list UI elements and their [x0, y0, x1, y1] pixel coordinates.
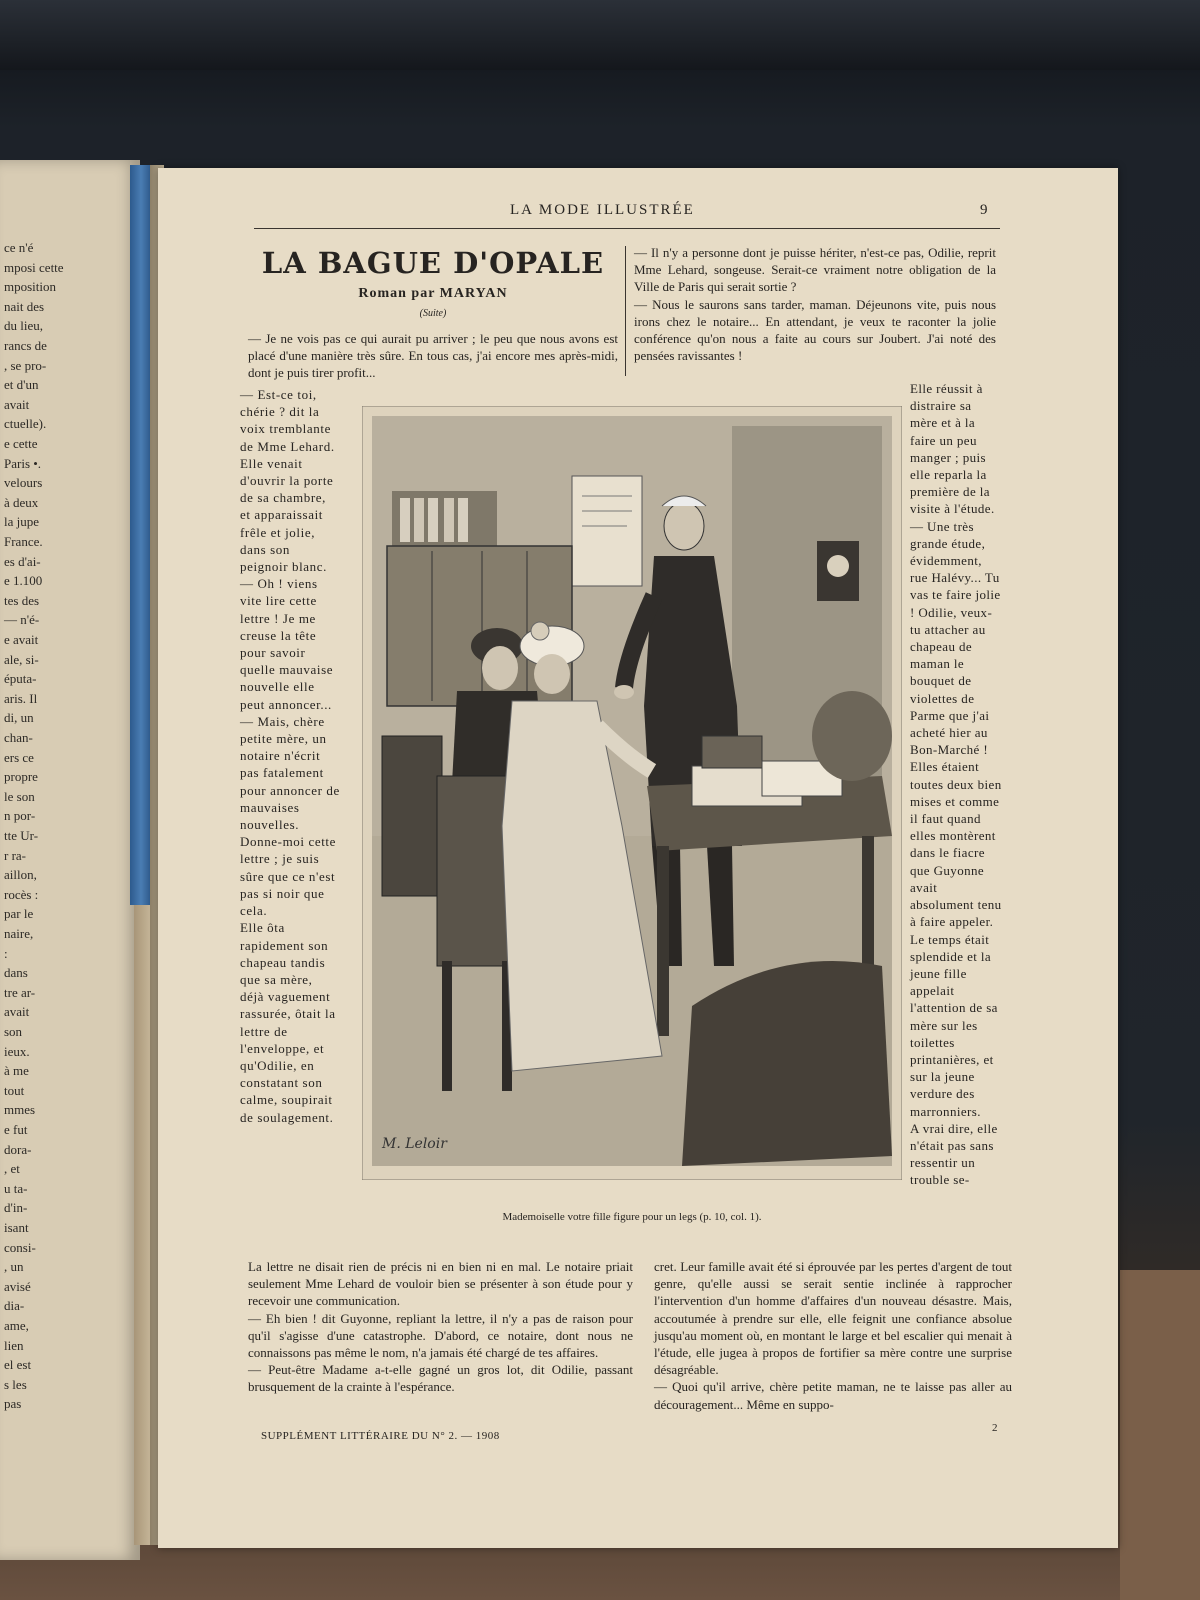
paragraph: — Une très grande étude, évidemment, rue Halévy... Tu vas te faire jolie ! Odilie, veux-tu attacher au chapeau de maman le bouquet de violettes de Parme que j'ai acheté hier au Bon-Marché !	[910, 518, 1001, 758]
paragraph: — Oh ! viens vite lire cette lettre ! Je me creuse la tête pour savoir quelle mauvaise nouvelle elle peut annoncer...	[240, 576, 334, 712]
paragraph: — Quoi qu'il arrive, chère petite maman, ne te laisse pas aller au découragement... Même en suppo-	[654, 1379, 1012, 1412]
left-page-fragment: s les	[4, 1376, 27, 1392]
left-page-fragment: propre	[4, 769, 38, 785]
left-page-fragment: France.	[4, 534, 43, 549]
left-page-fragment: dia-	[4, 1298, 25, 1314]
left-page-fragment: avait	[4, 396, 30, 412]
paragraph: Elle venait d'ouvrir la porte de sa chambre, et apparaissait frêle et jolie, dans son peignoir blanc.	[240, 455, 334, 575]
paragraph: Elle ôta rapidement son chapeau tandis que sa mère, déjà vaguement rassurée, ôtait la lettre de l'enveloppe, et qu'Odilie, en constatant son calme, soupirait de soulagement.	[240, 920, 336, 1125]
paragraph: — Eh bien ! dit Guyonne, repliant la lettre, il n'y a pas de raison pour qu'il s'agisse d'une catastrophe. D'abord, ce notaire, dont nous ne connaissons pas même le nom, n'a jamais été chargé de tes affaires.	[248, 1310, 633, 1361]
left-page-fragment: n por-	[4, 808, 36, 824]
left-page-fragment: el est	[4, 1357, 32, 1373]
magazine-title: LA MODE ILLUSTRÉE	[510, 202, 695, 218]
paragraph: Elles étaient toutes deux bien mises et comme il faut quand elles montèrent dans le fiacre que Guyonne avait absolument tenu à faire appeler. Le temps était splendide et la jeune fille appelait l'attention de sa mère sur les toilettes printanières, et sur la jeune verdure des marronniers.	[910, 759, 1002, 1119]
left-narrow-column	[240, 386, 340, 1126]
column-1-top	[248, 330, 618, 382]
left-page-fragment: e avait	[4, 632, 39, 647]
right-narrow-column	[910, 380, 1002, 1189]
left-page-fragment: mposi cette	[4, 259, 64, 275]
left-page-fragment: nait des	[4, 298, 45, 314]
left-page-fragment: r ra-	[4, 847, 27, 863]
left-page-fragment: ctuelle).	[4, 416, 47, 432]
left-page-fragment: par le	[4, 906, 34, 922]
left-page-fragment: du lieu,	[4, 318, 43, 334]
paragraph: La lettre ne disait rien de précis ni en bien ni en mal. Le notaire priait seulement Mme Lehard de vouloir bien se présenter à son étude pour y recevoir une communication.	[248, 1259, 633, 1309]
left-page-fragment: tes des	[4, 592, 40, 608]
left-page-fragment: tout	[4, 1082, 25, 1098]
wood-floor	[1120, 1270, 1200, 1600]
left-page-fragment: Paris •.	[4, 455, 42, 471]
left-page-fragment: , un	[4, 1259, 24, 1275]
left-page-fragment: la jupe	[4, 514, 40, 530]
left-page-fragment: le son	[4, 788, 35, 804]
column-2-top	[634, 244, 996, 364]
left-page-fragment: avisé	[4, 1278, 31, 1294]
left-page-fragment: avait	[4, 1004, 30, 1020]
bottom-right-column	[654, 1258, 1012, 1413]
left-page-fragment: ce n'é	[4, 240, 34, 255]
left-page-fragment: , et	[4, 1161, 20, 1177]
left-page-fragment: dans	[4, 965, 28, 981]
left-page-fragment: e 1.100	[4, 573, 43, 589]
novel-suite: (Suite)	[419, 308, 447, 319]
left-page-fragment: es d'ai-	[4, 553, 41, 569]
left-page-fragment: d'in-	[4, 1200, 28, 1216]
left-page-fragment: éputa-	[4, 671, 37, 687]
left-page	[0, 160, 140, 1560]
paragraph: — Je ne vois pas ce qui aurait pu arriver ; le peu que nous avons est placé d'une manière très sûre. En tous cas, j'ai encore mes après-midi, dont je puis tirer profit...	[248, 331, 618, 381]
desk-top-edge	[0, 0, 1200, 70]
illustration-signature: M. Leloir	[382, 1136, 447, 1152]
paragraph: — Il n'y a personne dont je puisse hériter, n'est-ce pas, Odilie, reprit Mme Lehard, songeuse. Serait-ce vraiment notre obligation de la Ville de Paris qui serait sortie ?	[634, 245, 996, 295]
left-page-fragment: velours	[4, 475, 43, 491]
book-spine	[130, 165, 152, 905]
left-page-fragment: e fut	[4, 1122, 28, 1137]
illustration-caption: Mademoiselle votre fille figure pour un legs (p. 10, col. 1).	[502, 1211, 762, 1223]
magazine-page	[158, 168, 1118, 1548]
left-page-fragment: mposition	[4, 279, 57, 295]
left-page-fragment: dora-	[4, 1141, 32, 1157]
left-page-fragment: u ta-	[4, 1180, 28, 1196]
left-page-fragment: e cette	[4, 436, 38, 451]
left-page-fragment: isant	[4, 1220, 29, 1235]
left-page-fragment: et d'un	[4, 377, 39, 393]
bottom-left-column	[248, 1258, 633, 1396]
paragraph: — Peut-être Madame a-t-elle gagné un gros lot, dit Odilie, passant brusquement de la crainte à l'espérance.	[248, 1362, 633, 1395]
page-number: 9	[980, 202, 990, 218]
left-page-fragment: ieux.	[4, 1043, 30, 1059]
left-page-fragment: ers ce	[4, 749, 34, 765]
left-page-fragment: pas	[4, 1396, 22, 1412]
left-page-fragment: rocès :	[4, 886, 39, 902]
column-rule	[625, 246, 626, 376]
left-page-fragment: aris. Il	[4, 690, 38, 706]
paragraph: — Est-ce toi, chérie ? dit la voix tremblante de Mme Lehard.	[240, 387, 335, 454]
novel-title: LA BAGUE D'OPALE	[261, 246, 605, 280]
left-page-fragment: tre ar-	[4, 984, 36, 1000]
left-page-fragment: ame,	[4, 1318, 29, 1333]
header-divider	[254, 228, 1000, 229]
paragraph: cret. Leur famille avait été si éprouvée par les pertes d'argent de tout genre, qu'elle aussi se serait sentie inclinée à rapprocher l'intervention d'un homme d'affaires d'un nouveau désastre. Mais, accoutumée à prendre sur elle, elle feignit une confiance absolue jusqu'au moment où, en montant le large et bel escalier qui menait à l'étude, elle jugea à propos de fortifier sa mère contre une surprise désagréable.	[654, 1259, 1012, 1378]
left-page-fragment: ale, si-	[4, 651, 39, 667]
page-footer: SUPPLÉMENT LITTÉRAIRE DU N° 2. — 1908	[261, 1430, 500, 1442]
left-page-fragment: chan-	[4, 730, 33, 745]
paragraph: Elle réussit à distraire sa mère et à la faire un peu manger ; puis elle reparla la première de la visite à l'étude.	[910, 381, 995, 517]
left-page-fragment: :	[4, 945, 8, 961]
left-page-fragment: consi-	[4, 1239, 36, 1255]
left-page-fragment: di, un	[4, 710, 34, 726]
signature-mark: 2	[992, 1422, 998, 1434]
left-page-fragment: aillon,	[4, 867, 37, 883]
paragraph: — Mais, chère petite mère, un notaire n'écrit pas fatalement pour annoncer de mauvaises nouvelles. Donne-moi cette lettre ; je suis sûre que ce n'est pas si noir que cela.	[240, 713, 340, 919]
left-page-fragment: mmes	[4, 1102, 36, 1118]
left-page-fragment: à me	[4, 1063, 29, 1079]
left-page-fragment: à deux	[4, 494, 39, 510]
left-page-fragment: , se pro-	[4, 357, 47, 373]
paragraph: A vrai dire, elle n'était pas sans ressentir un trouble se-	[910, 1120, 998, 1188]
left-page-fragment: — n'é-	[4, 612, 40, 628]
left-page-fragment: lien	[4, 1337, 24, 1353]
novel-author: Roman par MARYAN	[358, 286, 508, 301]
left-page-fragment: tte Ur-	[4, 828, 39, 843]
engraving-illustration	[362, 406, 902, 1180]
left-page-fragment: son	[4, 1024, 23, 1039]
left-page-fragment: rancs de	[4, 338, 47, 353]
left-page-fragment: naire,	[4, 926, 34, 941]
paragraph: — Nous le saurons sans tarder, maman. Déjeunons vite, puis nous irons chez le notaire... En attendant, je veux te raconter la jolie conférence qu'on nous a faite au cours sur Joubert. J'ai noté des pensées ravissantes !	[634, 296, 996, 364]
